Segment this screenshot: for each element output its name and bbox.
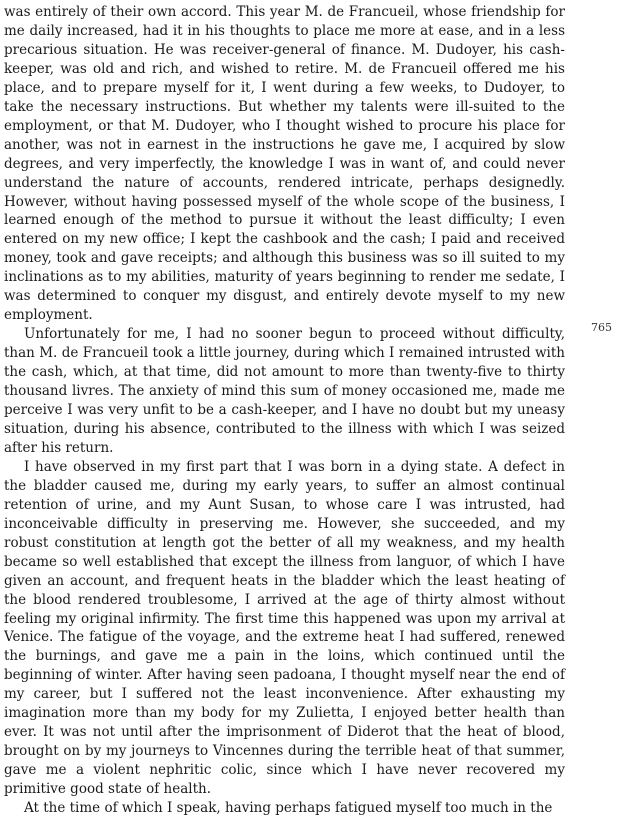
- document-body: [4, 3, 565, 818]
- paragraph-3: I have observed in my first part that I was born in a dying state. A defect in the bladder caused me, during my early years, to suffer an almost continual retention of urine, and my Aunt Susan, to whose care I was intrusted, had inconceivable difficulty in preserving me. However, she succeeded, and my robust constitution at length got the better of all my weakness, and my health became so well established that except the illness from languor, of which I have given an account, and frequent heats in the bladder which the least heating of the blood rendered troublesome, I arrived at the age of thirty almost without feeling my original infirmity. The first time this happened was upon my arrival at Venice. The fatigue of the voyage, and the extreme heat I had suffered, renewed the burnings, and gave me a pain in the loins, which continued until the beginning of winter. After having seen padoana, I thought myself near the end of my career, but I suffered not the least inconvenience. After exhausting my imagination more than my body for my Zulietta, I enjoyed better health than ever. It was not until after the imprisonment of Diderot that the heat of blood, brought on by my journeys to Vincennes during the terrible heat of that summer, gave me a violent nephritic colic, since which I have never recovered my primitive good state of health.: [4, 458, 565, 798]
- paragraph-1: was entirely of their own accord. This year M. de Francueil, whose friendship for me daily increased, had it in his thoughts to place me more at ease, and in a less precarious situation. He was receiver-general of finance. M. Dudoyer, his cash-keeper, was old and rich, and wished to retire. M. de Francueil offered me his place, and to prepare myself for it, I went during a few weeks, to Dudoyer, to take the necessary instructions. But whether my talents were ill-suited to the employment, or that M. Dudoyer, who I thought wished to procure his place for another, was not in earnest in the instructions he gave me, I acquired by slow degrees, and very imperfectly, the knowledge I was in want of, and could never understand the nature of accounts, rendered intricate, perhaps designedly. However, without having possessed myself of the whole scope of the business, I learned enough of the method to pursue it without the least difficulty; I even entered on my new office; I kept the cashbook and the cash; I paid and received money, took and gave receipts; and although this business was so ill suited to my inclinations as to my abilities, maturity of years beginning to render me sedate, I was determined to conquer my disgust, and entirely devote myself to my new employment.: [4, 4, 565, 324]
- paragraph-2: Unfortunately for me, I had no sooner begun to proceed without difficulty, than M. de Francueil took a little journey, during which I remained intrusted with the cash, which, at that time, did not amount to more than twenty-five to thirty thousand livres. The anxiety of mind this sum of money occasioned me, made me perceive I was very unfit to be a cash-keeper, and I have no doubt but my uneasy situation, during his absence, contributed to the illness with which I was seized after his return.: [4, 326, 565, 456]
- paragraph-4: At the time of which I speak, having perhaps fatigued myself too much in the: [24, 800, 553, 817]
- margin-page-number: 765: [591, 321, 612, 334]
